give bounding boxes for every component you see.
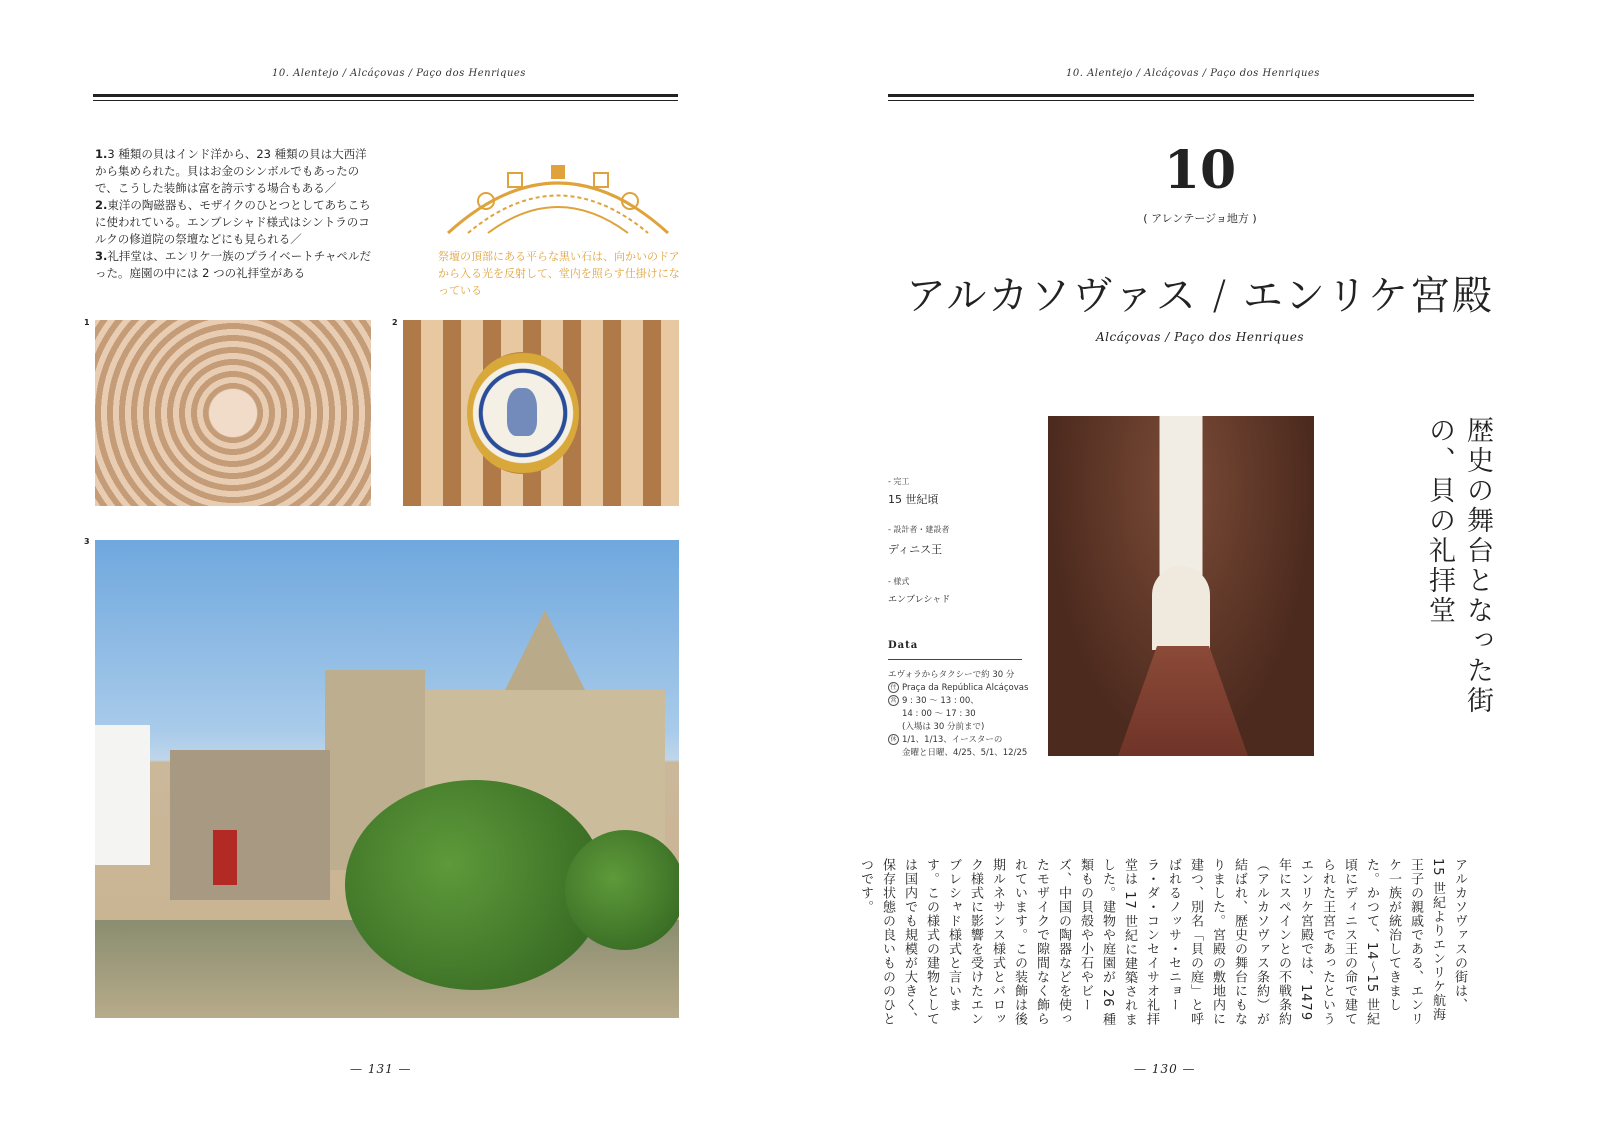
- data-details: [888, 669, 1038, 760]
- page-title: アルカソヴァス / エンリケ宮殿: [905, 273, 1495, 319]
- access-info: エヴォラからタクシーで約 30 分: [888, 670, 1015, 680]
- caption-text: 東洋の陶磁器も、モザイクのひとつとしてあちこちに使われている。エンブレシャド様式はシントラのコルクの修道院の祭壇などにも見られる／: [95, 198, 371, 246]
- info-value: ディニス王: [888, 543, 943, 556]
- photo-number: 1: [84, 318, 90, 327]
- header-rule: [888, 94, 1474, 97]
- info-value: 15 世紀頃: [888, 493, 939, 506]
- data-heading: Data: [888, 640, 919, 651]
- chapel-floor: [1118, 646, 1248, 756]
- info-label: - 様式: [888, 577, 910, 586]
- chapel-exterior-photo: [95, 540, 679, 1018]
- closed-icon: 休: [888, 734, 899, 745]
- red-door: [213, 830, 237, 885]
- info-value: エンブレシャド: [888, 595, 951, 605]
- info-label: - 完工: [888, 477, 910, 486]
- right-page: [800, 0, 1600, 1140]
- address: Praça da República Alcáçovas: [902, 683, 1029, 693]
- porcelain-plate-photo: [403, 320, 679, 506]
- photo-number: 3: [84, 537, 90, 546]
- running-head: 10. Alentejo / Alcáçovas / Paço dos Henriques: [272, 68, 526, 79]
- bird-motif: [507, 388, 537, 436]
- tower-roof: [505, 610, 585, 690]
- header-rule: [93, 94, 678, 97]
- vertical-headline: 歴史の舞台となった街の、貝の礼拝堂: [1424, 416, 1493, 716]
- clock-icon: 営: [888, 695, 899, 706]
- page-number: — 131 —: [350, 1062, 412, 1076]
- body-text: アルカソヴァスの街は、15 世紀よりエンリケ航海王子の親戚である、エンリケ一族が統治してきました。かつて、14～15 世紀頃にディニス王の命で建てられた王宮であったというエンリケ宮殿では、1479 年にスペインとの不戦条約（アルカソヴァス条約）が結ばれ、歴史の舞台にもなりました。宮殿の敷地内に建つ、別名「貝の庭」と呼ばれるノッサ・セニョーラ・ダ・コンセイサオ礼拝堂は 17 世紀に建築されました。建物や庭園が 26 種類もの貝殻や小石やビーズ、中国の陶器などを使ったモザイクで隙間なく飾られています。この装飾は後期ルネサンス様式とバロック様式に影響を受けたエンブレシャド様式と言います。この様式の建物としては国内でも規模が大きく、保存状態の良いもののひとつです。: [858, 858, 1467, 1027]
- closed-days: 1/1、1/13、イースターの: [902, 735, 1003, 745]
- altar-arch: [1152, 566, 1210, 650]
- mosaic-facade: [170, 750, 330, 900]
- closed-days: 金曜と日曜、4/25、5/1、12/25: [902, 748, 1028, 758]
- running-head: 10. Alentejo / Alcáçovas / Paço dos Henriques: [1066, 68, 1320, 79]
- hours: 14 : 00 ～ 17 : 30: [902, 709, 976, 719]
- data-rule: [888, 659, 1022, 660]
- blue-white-plate: [467, 352, 579, 474]
- photo-captions: [95, 146, 375, 282]
- altar-sketch-illustration: [438, 143, 678, 243]
- caption-number: 1.: [95, 147, 108, 161]
- chapter-number: 10: [1163, 140, 1237, 201]
- hours: 9 : 30 ～ 13 : 00、: [902, 696, 979, 706]
- white-house: [95, 725, 150, 865]
- caption-number: 3.: [95, 249, 108, 263]
- hours-note: (入場は 30 分前まで): [902, 722, 985, 732]
- photo-number: 2: [392, 318, 398, 327]
- caption-text: 礼拝堂は、エンリケ一族のプライベートチャペルだった。庭園の中には 2 つの礼拝堂がある: [95, 249, 371, 280]
- tree: [565, 830, 679, 950]
- chapel-interior-photo: [1048, 416, 1314, 756]
- caption-text: 3 種類の貝はインド洋から、23 種類の貝は大西洋から集められた。貝はお金のシンボルでもあったので、こうした装飾は富を誇示する場合もある／: [95, 147, 367, 195]
- page-number: — 130 —: [1134, 1062, 1196, 1076]
- address-icon: 住: [888, 682, 899, 693]
- caption-number: 2.: [95, 198, 108, 212]
- region-label: ( アレンテージョ地方 ): [1143, 212, 1257, 225]
- sketch-caption: 祭壇の頂部にある平らな黒い石は、向かいのドアから入る光を反射して、堂内を照らす仕掛けになっている: [438, 250, 680, 297]
- info-label: - 設計者・建設者: [888, 525, 950, 534]
- latin-title: Alcáçovas / Paço dos Henriques: [1096, 330, 1304, 344]
- shell-mosaic-photo: [95, 320, 371, 506]
